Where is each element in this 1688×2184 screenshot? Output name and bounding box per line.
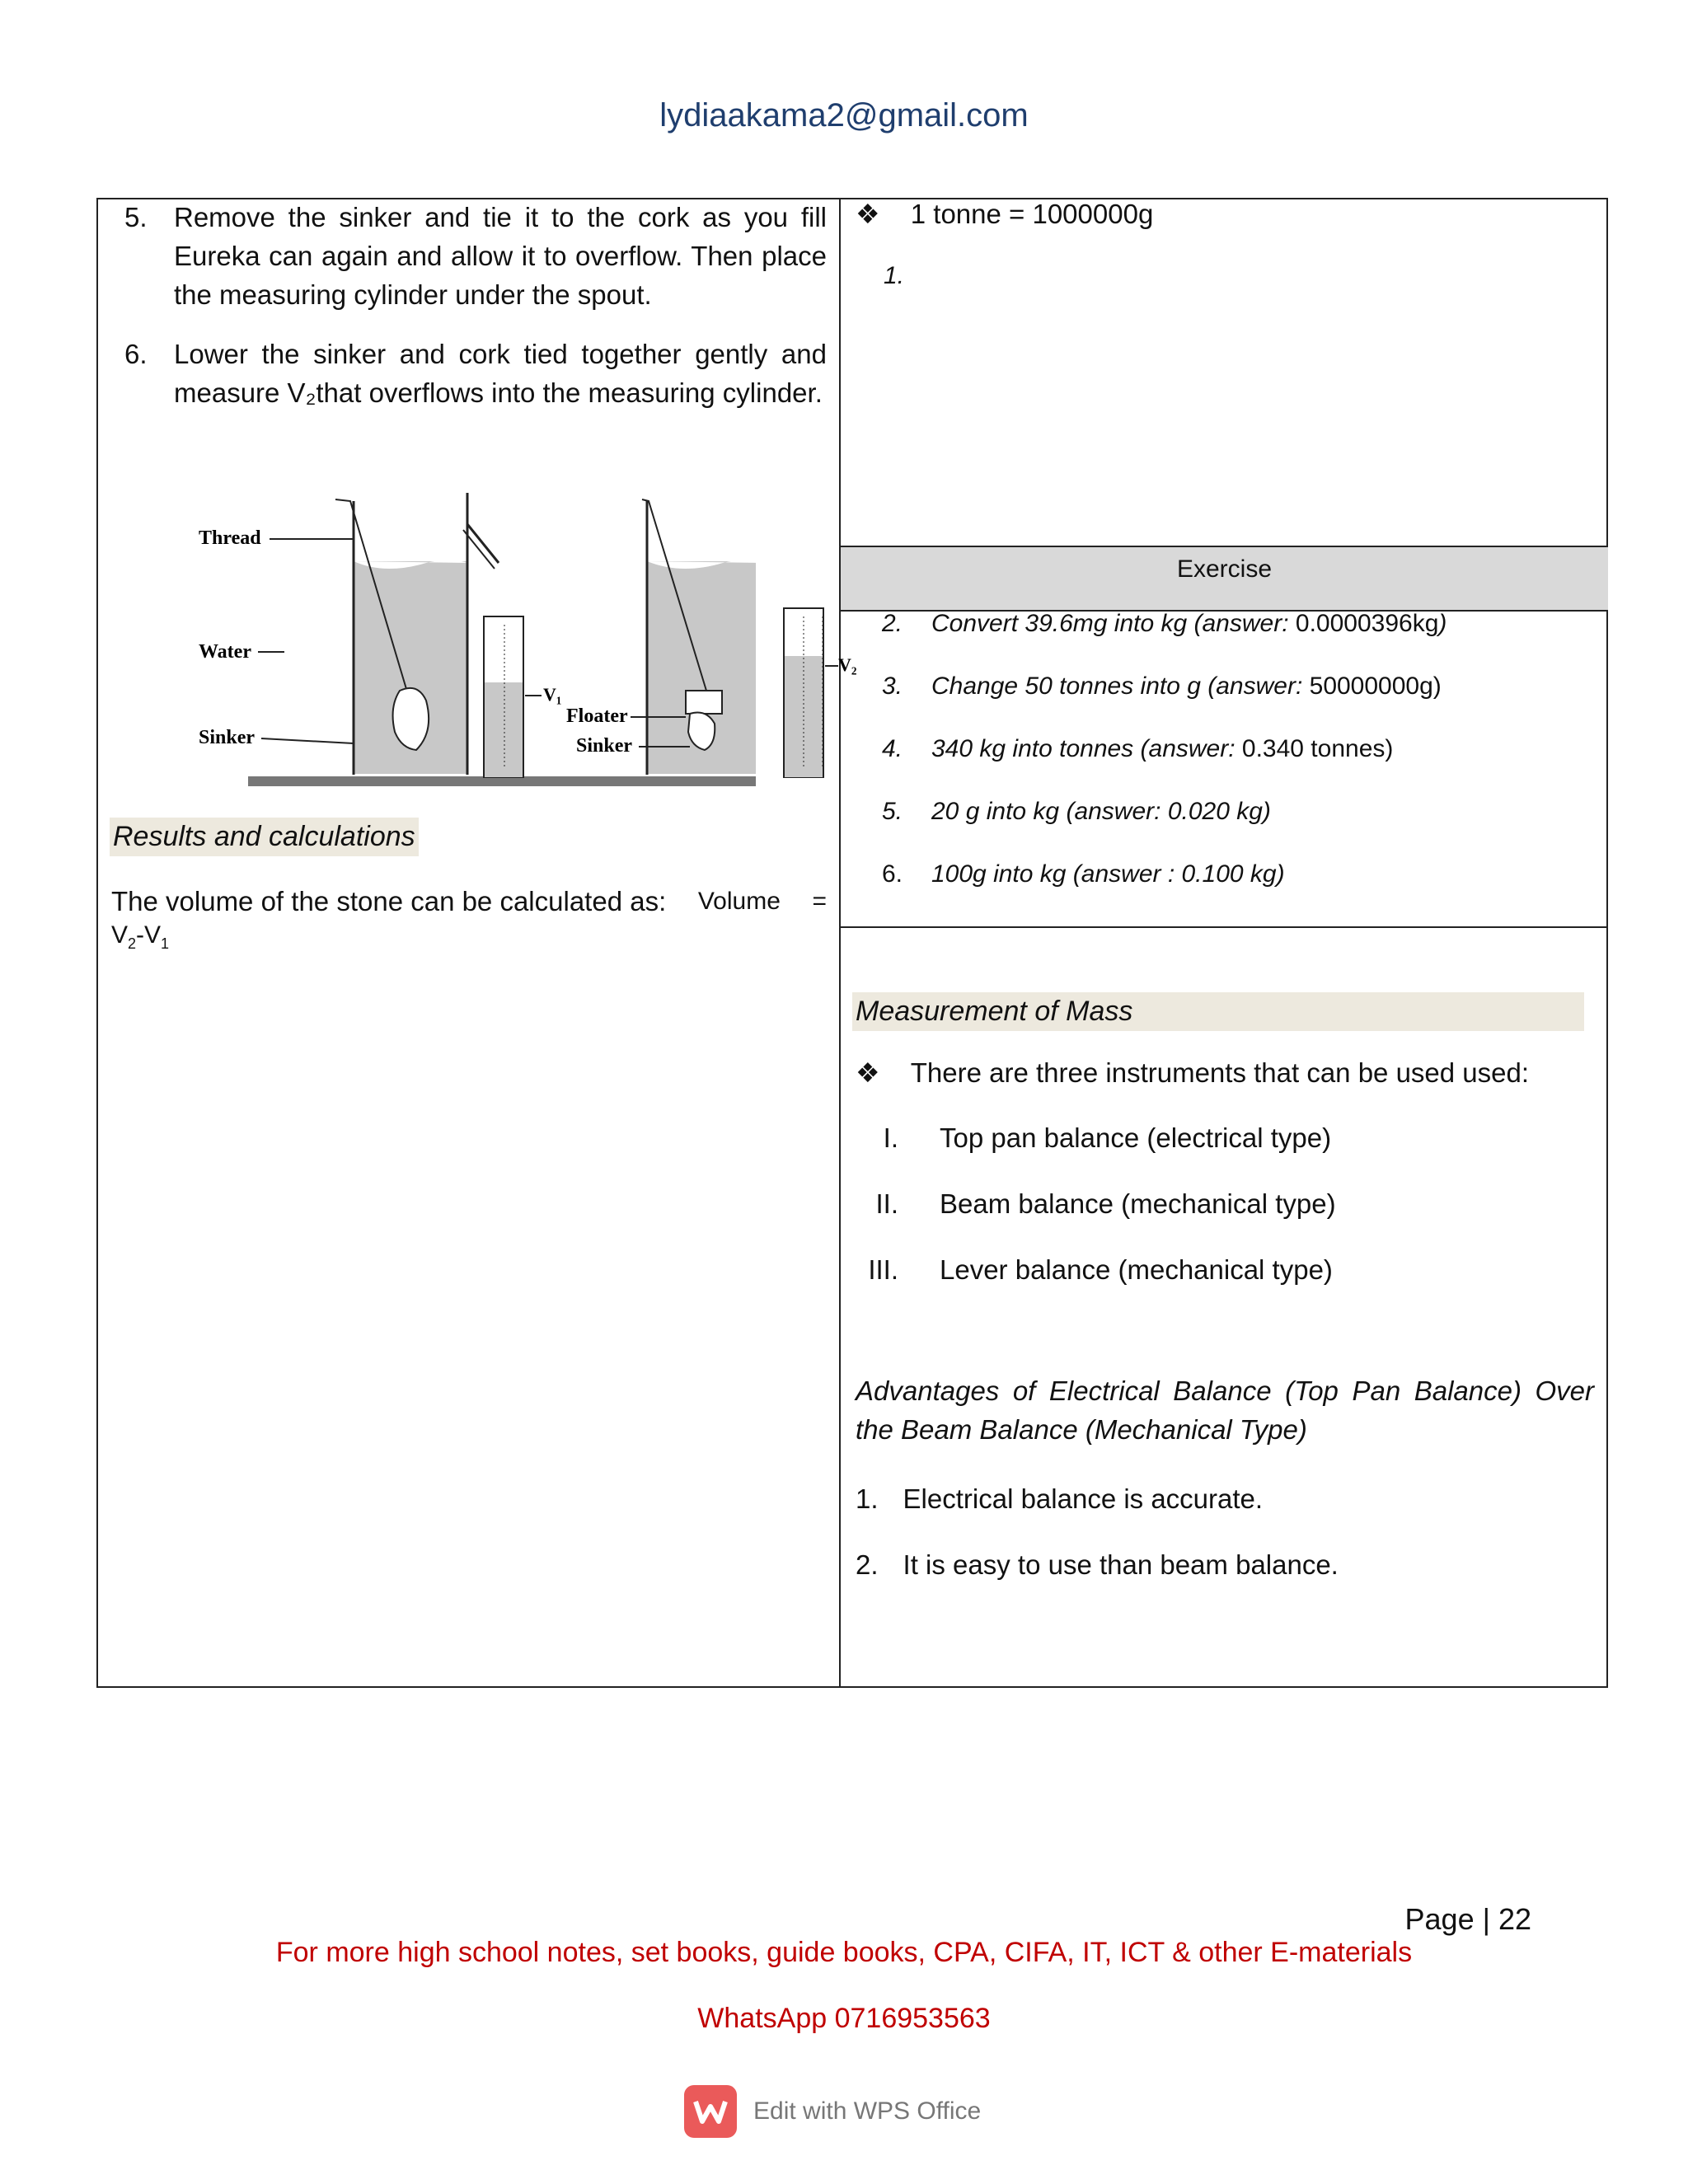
exercise-question: 20 g into kg (answer: 0.020 kg) <box>931 798 1271 825</box>
exercise-question: 340 kg into tonnes (answer: <box>931 735 1236 762</box>
results-text-block <box>111 882 827 958</box>
promo-line: For more high school notes, set books, guide books, CPA, CIFA, IT, ICT & other E-materials <box>275 1937 1413 1968</box>
advantage-text: It is easy to use than beam balance. <box>903 1549 1339 1580</box>
label-v1: V₁ <box>543 684 562 705</box>
step-6 <box>124 335 827 412</box>
wps-logo-icon <box>684 2085 737 2138</box>
formula-sub2: 2 <box>128 935 137 952</box>
roman-numeral: II. <box>875 1188 898 1219</box>
instrument-text: Lever balance (mechanical type) <box>940 1254 1333 1285</box>
exercise-header <box>841 547 1608 612</box>
exercise-item <box>882 610 1447 638</box>
exercise-num: 3. <box>882 673 903 700</box>
label-sinker: Sinker <box>199 727 256 748</box>
advantage-text: Electrical balance is accurate. <box>903 1483 1264 1514</box>
wps-edit-button[interactable] <box>684 2085 981 2138</box>
instrument-item <box>841 1254 1333 1286</box>
formula-sub1: 1 <box>161 935 170 952</box>
advantage-num: 1. <box>856 1483 879 1514</box>
label-water: Water <box>199 641 251 663</box>
volume-word: Volume <box>697 888 781 915</box>
exercise-question: Change 50 tonnes into g (answer: <box>931 673 1303 700</box>
section-rule <box>841 926 1608 928</box>
roman-numeral: I. <box>883 1122 898 1153</box>
exercise-end: ) <box>1438 610 1447 637</box>
header-email: lydiaakama2@gmail.com <box>659 97 1029 134</box>
page-number: Page | 22 <box>1404 1902 1531 1936</box>
tonne-bullet <box>856 198 1153 230</box>
step-5 <box>124 198 827 314</box>
mass-bullet <box>856 1057 1529 1089</box>
roman-numeral: III. <box>868 1254 898 1285</box>
label-v2: V₂ <box>838 654 857 675</box>
exercise-heading: Exercise <box>1176 555 1273 583</box>
label-thread: Thread <box>199 527 261 549</box>
exercise-num: 6. <box>882 860 903 888</box>
advantages-title <box>856 1371 1594 1449</box>
advantage-num: 2. <box>856 1549 879 1580</box>
results-title: Results and calculations <box>110 818 419 856</box>
exercise-answer: 50000000g) <box>1302 673 1442 700</box>
diamond-bullet-icon: ❖ <box>856 199 880 229</box>
whatsapp-line: WhatsApp 0716953563 <box>697 2003 991 2034</box>
step-text: Remove the sinker and tie it to the cork as you fill Eureka can again and allow it to overflow. Then place the measuring cylinder under the spout. <box>174 202 827 310</box>
label-sinker-2: Sinker <box>576 735 633 757</box>
advantage-item <box>856 1483 1263 1515</box>
diamond-bullet-icon: ❖ <box>856 1057 880 1088</box>
mass-title: Measurement of Mass <box>852 992 1584 1031</box>
exercise-num: 4. <box>882 735 903 762</box>
exercise-answer: 0.0000396kg <box>1288 610 1439 637</box>
instrument-item <box>841 1188 1336 1220</box>
spout <box>467 524 499 563</box>
step-number: 6. <box>124 339 148 369</box>
mass-bullet-text: There are three instruments that can be used used: <box>910 1057 1530 1088</box>
advantages-title-line2: the Beam Balance (Mechanical Type) <box>856 1414 1307 1445</box>
tonne-text: 1 tonne = 1000000g <box>910 199 1154 229</box>
advantage-item <box>856 1549 1339 1581</box>
exercise-item <box>882 860 1285 888</box>
results-text: The volume of the stone can be calculated as: <box>111 886 667 916</box>
instrument-text: Top pan balance (electrical type) <box>940 1122 1332 1153</box>
wps-label: Edit with WPS Office <box>753 2097 982 2125</box>
formula-v2: V <box>111 921 129 949</box>
equals-sign: = <box>812 888 827 915</box>
instrument-item <box>841 1122 1331 1154</box>
exercise-answer: 0.340 tonnes) <box>1235 735 1394 762</box>
exercise-item <box>882 798 1271 826</box>
instrument-text: Beam balance (mechanical type) <box>940 1188 1336 1219</box>
exercise-item <box>882 673 1442 701</box>
exercise-question: Convert 39.6mg into kg (answer: <box>931 610 1289 637</box>
step-number: 5. <box>124 202 148 232</box>
exercise-num: 5. <box>882 798 903 825</box>
exercise-item <box>882 735 1393 763</box>
step-text: Lower the sinker and cork tied together gently and measure V₂that overflows into the measuring cylinder. <box>174 339 827 408</box>
exercise-question: 100g into kg (answer : 0.100 kg) <box>931 860 1285 888</box>
formula-minus: - <box>136 921 145 949</box>
exercise-num: 2. <box>882 610 903 637</box>
label-floater: Floater <box>566 705 628 727</box>
volume-formula <box>111 921 827 958</box>
formula-v1: V <box>144 921 162 949</box>
list-number-1: 1. <box>884 262 905 289</box>
advantages-title-line1: Advantages of Electrical Balance (Top Pan Balance) Over <box>856 1376 1594 1406</box>
